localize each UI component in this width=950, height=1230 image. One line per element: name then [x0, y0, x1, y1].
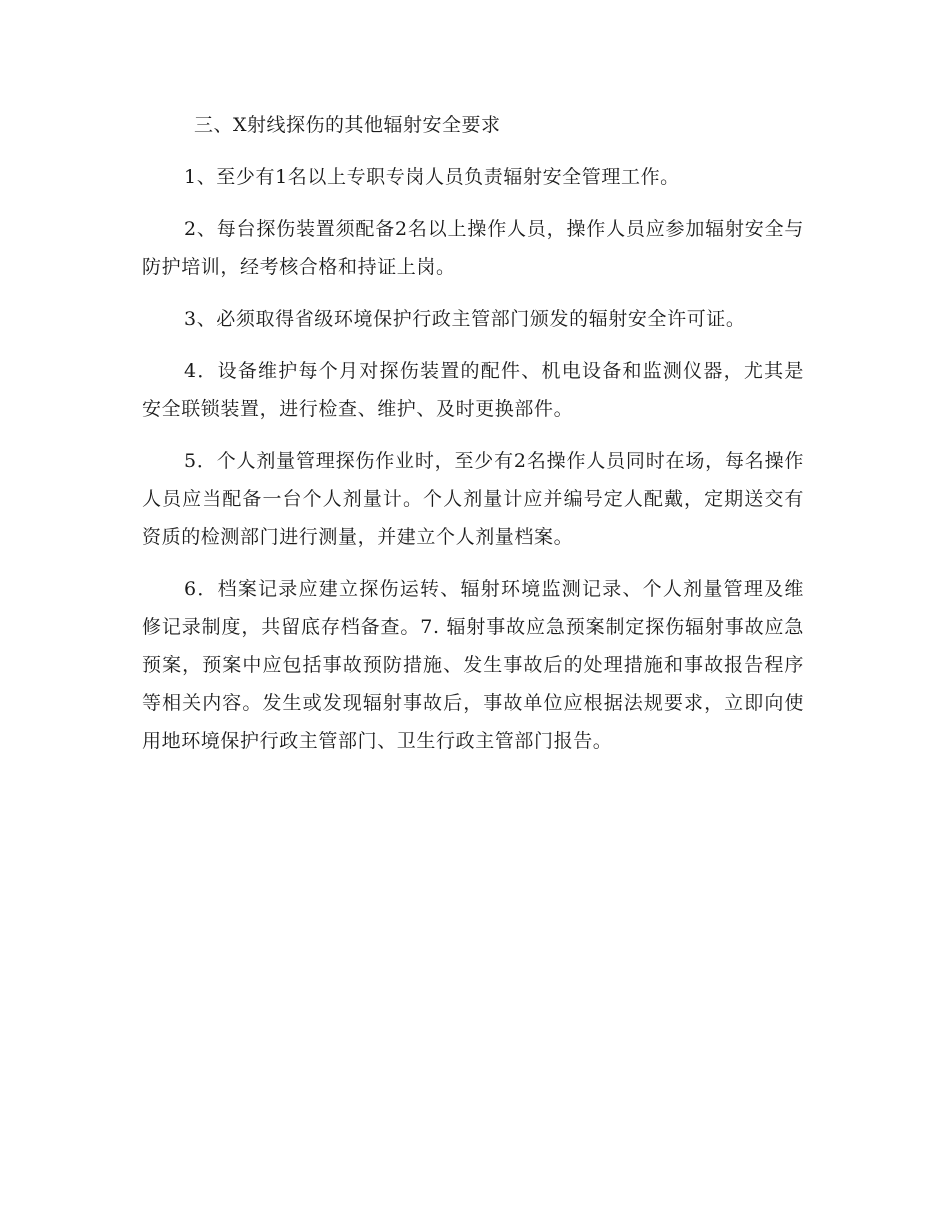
paragraph-3: 3、必须取得省级环境保护行政主管部门颁发的辐射安全许可证。	[184, 308, 746, 330]
paragraph-1: 1、至少有1名以上专职专岗人员负责辐射安全管理工作。	[184, 166, 680, 188]
paragraph-6: 6．档案记录应建立探伤运转、辐射环境监测记录、个人剂量管理及维修记录制度，共留底存档备查。7. 辐射事故应急预案制定探伤辐射事故应急预案，预案中应包括事故预防措施、发生事故后的处理措施和事故报告程序等相关内容。发生或发现辐射事故后，事故单位应根据法规要求，立即向使用地环境保护行政主管部门、卫生行政主管部门报告。	[142, 578, 804, 752]
paragraph-2: 2、每台探伤装置须配备2名以上操作人员，操作人员应参加辐射安全与防护培训，经考核合格和持证上岗。	[142, 218, 804, 278]
section-heading: 三、X射线探伤的其他辐射安全要求	[194, 114, 501, 136]
paragraph-5: 5．个人剂量管理探伤作业时，至少有2名操作人员同时在场，每名操作人员应当配备一台个人剂量计。个人剂量计应并编号定人配戴，定期送交有资质的检测部门进行测量，并建立个人剂量档案。	[142, 450, 804, 548]
paragraph-4: 4．设备维护每个月对探伤装置的配件、机电设备和监测仪器，尤其是安全联锁装置，进行检查、维护、及时更换部件。	[142, 360, 804, 420]
document-page	[142, 106, 804, 774]
